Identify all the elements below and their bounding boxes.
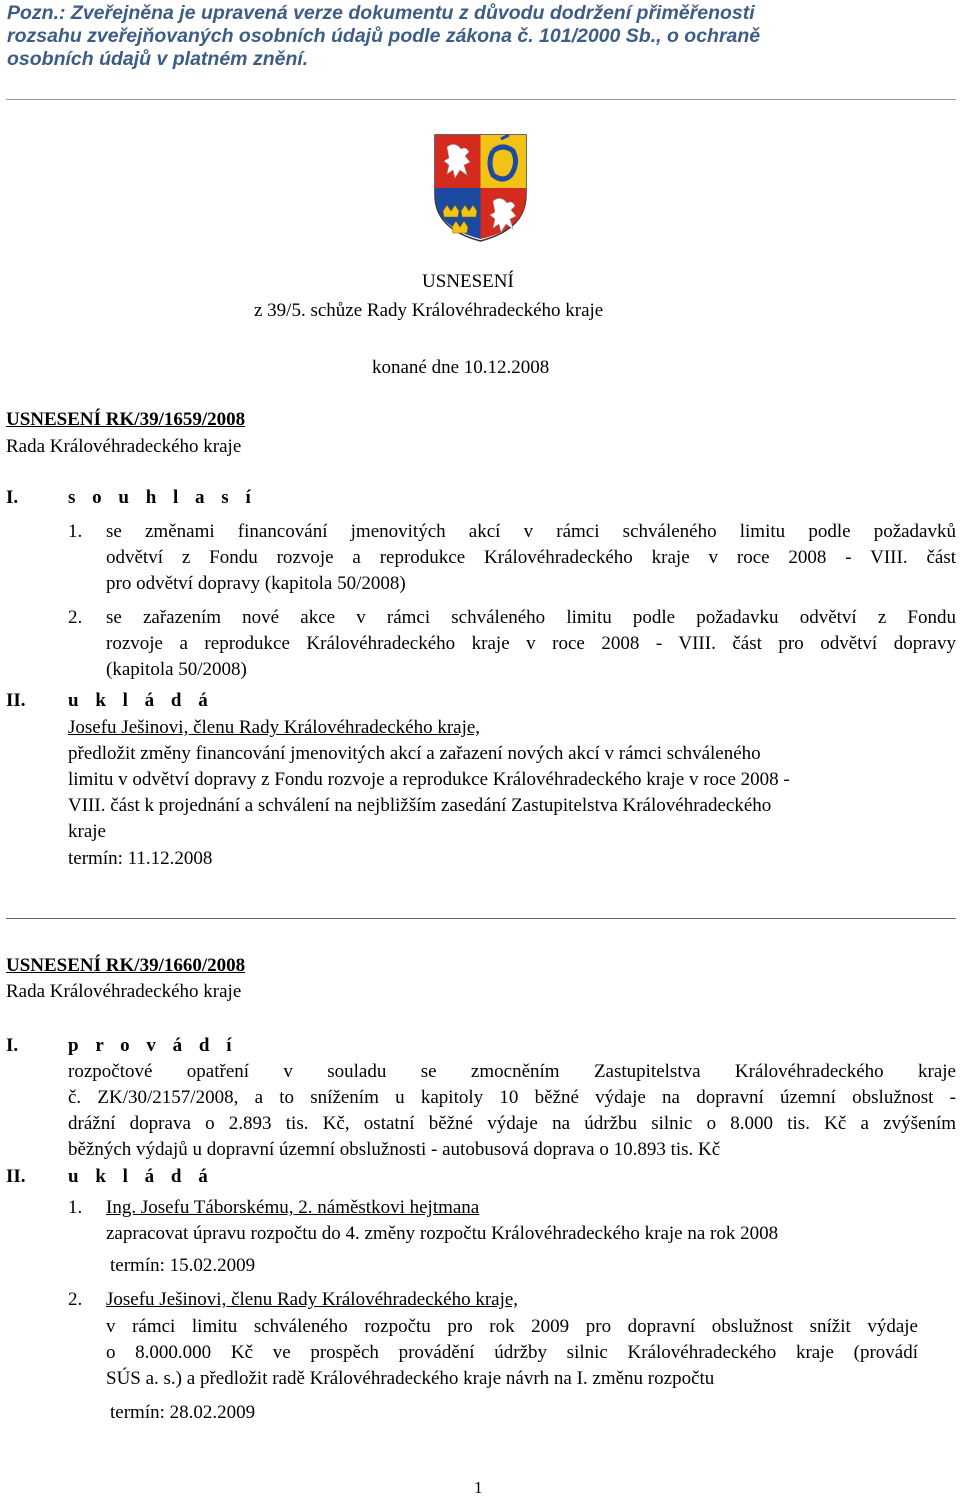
item-number: 1.: [68, 521, 83, 542]
document-subtitle: z 39/5. schůze Rady Královéhradeckého kraje: [254, 300, 604, 321]
responsible-person: Josefu Ješinovi, členu Rady Královéhradeckého kraje,: [106, 1289, 519, 1310]
meeting-date: konané dne 10.12.2008: [372, 357, 550, 378]
section-verb: u k l á d á: [68, 690, 214, 711]
task-number: 1.: [68, 1197, 83, 1218]
item-text: (kapitola 50/2008): [106, 659, 247, 680]
task-text: VIII. část k projednání a schválení na nejbližším zasedání Zastupitelstva Královéhradeckého: [68, 795, 772, 816]
item-text: se zařazením nové akce v rámci schváleného limitu podle požadavku odvětví z Fondu: [106, 607, 956, 628]
privacy-notice: [7, 2, 907, 71]
section-number: II.: [6, 1166, 26, 1187]
notice-line: osobních údajů v platném znění.: [7, 48, 309, 70]
section-verb: u k l á d á: [68, 1166, 214, 1187]
task-number: 2.: [68, 1289, 83, 1310]
responsible-person: Josefu Ješinovi, členu Rady Královéhradeckého kraje,: [68, 717, 481, 738]
deadline: termín: 28.02.2009: [110, 1402, 256, 1423]
responsible-person: Ing. Josefu Táborskému, 2. náměstkovi hejtmana: [106, 1197, 480, 1218]
section-number: II.: [6, 690, 26, 711]
resolution-body: Rada Královéhradeckého kraje: [6, 436, 242, 457]
deadline: termín: 11.12.2008: [68, 848, 213, 869]
resolution-id: USNESENÍ RK/39/1660/2008: [6, 955, 246, 976]
task-text: v rámci limitu schváleného rozpočtu pro rok 2009 pro dopravní obslužnost snížit výdaje: [106, 1316, 918, 1337]
task-text: limitu v odvětví dopravy z Fondu rozvoje a reprodukce Královéhradeckého kraje v roce 2008 -: [68, 769, 790, 790]
deadline: termín: 15.02.2009: [110, 1255, 256, 1276]
action-text: běžných výdajů u dopravní územní obslužnosti - autobusová doprava o 10.893 tis. Kč: [68, 1139, 721, 1160]
document-title: USNESENÍ: [422, 271, 514, 292]
action-text: č. ZK/30/2157/2008, a to snížením u kapitoly 10 běžné výdaje na dopravní územní obslužnost -: [68, 1087, 956, 1108]
item-number: 2.: [68, 607, 83, 628]
section-number: I.: [6, 487, 19, 508]
resolution-divider: [6, 918, 956, 919]
page-number: 1: [474, 1478, 483, 1497]
item-text: pro odvětví dopravy (kapitola 50/2008): [106, 573, 406, 594]
task-text: SÚS a. s.) a předložit radě Královéhradeckého kraje návrh na I. změnu rozpočtu: [106, 1368, 715, 1389]
task-text: předložit změny financování jmenovitých akcí a zařazení nových akcí v rámci schváleného: [68, 743, 761, 764]
section-number: I.: [6, 1035, 19, 1056]
header-divider: [6, 99, 956, 100]
resolution-body: Rada Královéhradeckého kraje: [6, 981, 242, 1002]
section-verb: p r o v á d í: [68, 1035, 238, 1056]
section-verb: s o u h l a s í: [68, 487, 257, 508]
notice-line: rozsahu zveřejňovaných osobních údajů podle zákona č. 101/2000 Sb., o ochraně: [7, 25, 761, 47]
resolution-id: USNESENÍ RK/39/1659/2008: [6, 409, 246, 430]
task-text: zapracovat úpravu rozpočtu do 4. změny rozpočtu Královéhradeckého kraje na rok 2008: [106, 1223, 779, 1244]
task-text: o 8.000.000 Kč ve prospěch provádění údržby silnic Královéhradeckého kraje (provádí: [106, 1342, 918, 1363]
item-text: odvětví z Fondu rozvoje a reprodukce Královéhradeckého kraje v roce 2008 - VIII. část: [106, 547, 956, 568]
coat-of-arms-icon: [433, 133, 528, 243]
item-text: rozvoje a reprodukce Královéhradeckého kraje v roce 2008 - VIII. část pro odvětví dopravy: [106, 633, 956, 654]
task-text: kraje: [68, 821, 106, 842]
action-text: drážní doprava o 2.893 tis. Kč, ostatní běžné výdaje na údržbu silnic o 8.000 tis. Kč a zvýšením: [68, 1113, 956, 1134]
action-text: rozpočtové opatření v souladu se zmocněním Zastupitelstva Královéhradeckého kraje: [68, 1061, 956, 1082]
notice-line: Pozn.: Zveřejněna je upravená verze dokumentu z důvodu dodržení přiměřenosti: [7, 2, 755, 24]
item-text: se změnami financování jmenovitých akcí v rámci schváleného limitu podle požadavků: [106, 521, 956, 542]
